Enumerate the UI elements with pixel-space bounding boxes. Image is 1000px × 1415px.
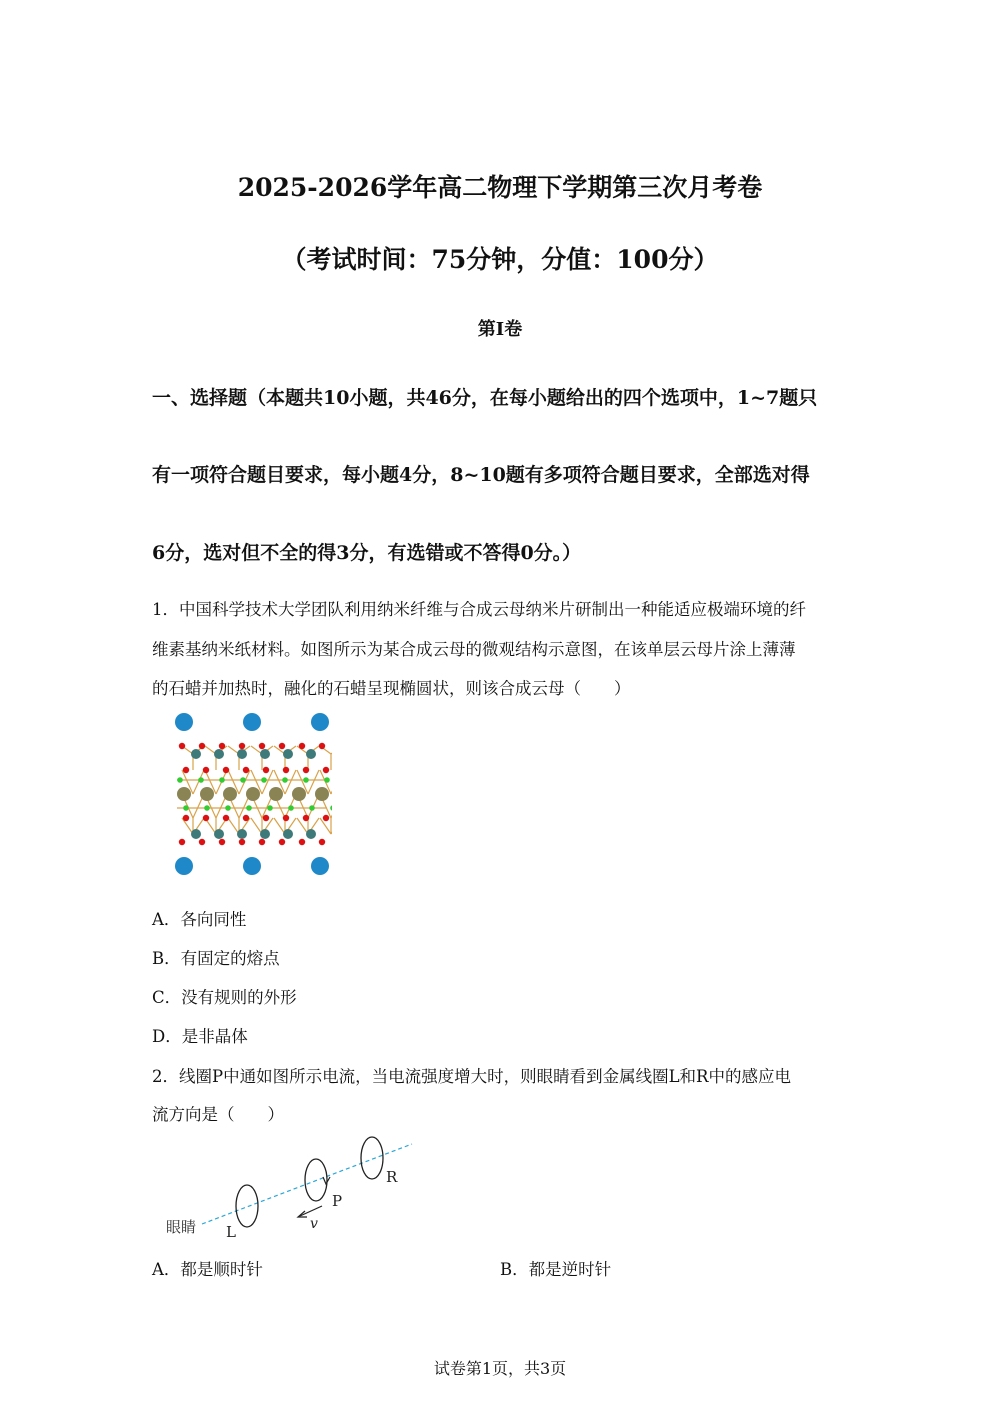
fluorine-atom xyxy=(330,805,332,811)
exam-title: 2025-2026学年高二物理下学期第三次月考卷 xyxy=(237,173,763,202)
q2-line1: 2．线圈P中通如图所示电流，当电流强度增大时，则眼睛看到金属线圈L和R中的感应电 xyxy=(152,1067,791,1086)
oxygen-atom xyxy=(319,839,325,845)
oxygen-atom xyxy=(299,839,305,845)
silicon-atom xyxy=(237,749,247,759)
oxygen-atom xyxy=(259,839,265,845)
oxygen-atom xyxy=(183,815,189,821)
oxygen-atom xyxy=(279,839,285,845)
fluorine-atom xyxy=(198,777,204,783)
q1-option-c[interactable]: C．没有规则的外形 xyxy=(152,988,297,1007)
silicon-atom xyxy=(191,749,201,759)
mica-structure-figure xyxy=(172,710,332,878)
q2-option-b[interactable]: B．都是逆时针 xyxy=(500,1260,612,1279)
oxygen-atom xyxy=(223,815,229,821)
oxygen-atom xyxy=(199,743,205,749)
silicon-atom xyxy=(191,829,201,839)
q1-line3: 的石蜡并加热时，融化的石蜡呈现椭圆状，则该合成云母（ ） xyxy=(152,679,631,698)
octahedral-atom xyxy=(177,787,191,801)
velocity-label: v xyxy=(310,1216,318,1232)
coil-r xyxy=(361,1137,383,1179)
oxygen-atom xyxy=(243,815,249,821)
octahedral-atom xyxy=(269,787,283,801)
oxygen-atom xyxy=(263,815,269,821)
cation-atom xyxy=(175,713,193,731)
coil-l-label: L xyxy=(226,1223,236,1241)
silicon-atom xyxy=(260,749,270,759)
cation-atom xyxy=(243,857,261,875)
cation-atom xyxy=(243,713,261,731)
oxygen-atom xyxy=(279,743,285,749)
fluorine-atom xyxy=(240,777,246,783)
coil-p-label: P xyxy=(332,1192,343,1210)
exam-subtitle: （考试时间：75分钟，分值：100分） xyxy=(281,245,719,274)
oxygen-atom xyxy=(259,743,265,749)
octahedral-atom xyxy=(315,787,329,801)
oxygen-atom xyxy=(303,767,309,773)
q1-line2: 维素基纳米纸材料。如图所示为某合成云母的微观结构示意图，在该单层云母片涂上薄薄 xyxy=(152,640,796,659)
q1-line1: 1．中国科学技术大学团队利用纳米纤维与合成云母纳米片研制出一种能适应极端环境的纤 xyxy=(152,600,806,619)
eye-label: 眼睛 xyxy=(166,1218,197,1236)
oxygen-atom xyxy=(199,839,205,845)
silicon-atom xyxy=(283,829,293,839)
coil-r-label: R xyxy=(386,1168,398,1186)
silicon-atom xyxy=(237,829,247,839)
oxygen-atom xyxy=(179,743,185,749)
oxygen-atom xyxy=(219,743,225,749)
q2-option-a[interactable]: A．都是顺时针 xyxy=(152,1260,263,1279)
silicon-atom xyxy=(283,749,293,759)
oxygen-atom xyxy=(263,767,269,773)
octahedral-atom xyxy=(292,787,306,801)
fluorine-atom xyxy=(324,777,330,783)
cation-atom xyxy=(311,857,329,875)
oxygen-atom xyxy=(323,815,329,821)
q1-option-b[interactable]: B．有固定的熔点 xyxy=(152,949,280,968)
coil-l xyxy=(236,1185,258,1227)
coil-figure xyxy=(160,1132,430,1242)
fluorine-atom xyxy=(177,777,183,783)
octahedral-atom xyxy=(200,787,214,801)
oxygen-atom xyxy=(203,767,209,773)
silicon-atom xyxy=(214,749,224,759)
fluorine-atom xyxy=(225,805,231,811)
oxygen-atom xyxy=(303,815,309,821)
q2-line2: 流方向是（ ） xyxy=(152,1105,284,1124)
fluorine-atom xyxy=(183,805,189,811)
oxygen-atom xyxy=(319,743,325,749)
oxygen-atom xyxy=(283,815,289,821)
silicon-atom xyxy=(214,829,224,839)
oxygen-atom xyxy=(323,767,329,773)
cation-atom xyxy=(311,713,329,731)
sight-line xyxy=(202,1144,412,1224)
silicon-atom xyxy=(260,829,270,839)
oxygen-atom xyxy=(179,839,185,845)
section-instruction-line3: 6分，选对但不全的得3分，有选错或不答得0分。） xyxy=(152,542,582,564)
cation-atom xyxy=(175,857,193,875)
fluorine-atom xyxy=(261,777,267,783)
fluorine-atom xyxy=(204,805,210,811)
q1-option-a[interactable]: A．各向同性 xyxy=(152,910,247,929)
silicon-atom xyxy=(306,829,316,839)
fluorine-atom xyxy=(282,777,288,783)
volume-label: 第I卷 xyxy=(477,319,523,340)
octahedral-atom xyxy=(223,787,237,801)
fluorine-atom xyxy=(246,805,252,811)
q1-option-d[interactable]: D．是非晶体 xyxy=(152,1027,248,1046)
silicon-atom xyxy=(306,749,316,759)
page-footer: 试卷第1页，共3页 xyxy=(433,1359,567,1378)
oxygen-atom xyxy=(183,767,189,773)
fluorine-atom xyxy=(219,777,225,783)
oxygen-atom xyxy=(203,815,209,821)
oxygen-atom xyxy=(243,767,249,773)
oxygen-atom xyxy=(283,767,289,773)
oxygen-atom xyxy=(219,839,225,845)
fluorine-atom xyxy=(288,805,294,811)
section-instruction-line2: 有一项符合题目要求，每小题4分，8~10题有多项符合题目要求，全部选对得 xyxy=(152,464,810,486)
fluorine-atom xyxy=(309,805,315,811)
fluorine-atom xyxy=(267,805,273,811)
oxygen-atom xyxy=(299,743,305,749)
oxygen-atom xyxy=(223,767,229,773)
velocity-arrow xyxy=(300,1206,322,1216)
octahedral-atom xyxy=(246,787,260,801)
section-instruction-line1: 一、选择题（本题共10小题，共46分，在每小题给出的四个选项中，1~7题只 xyxy=(152,387,818,409)
fluorine-atom xyxy=(303,777,309,783)
oxygen-atom xyxy=(239,839,245,845)
oxygen-atom xyxy=(239,743,245,749)
